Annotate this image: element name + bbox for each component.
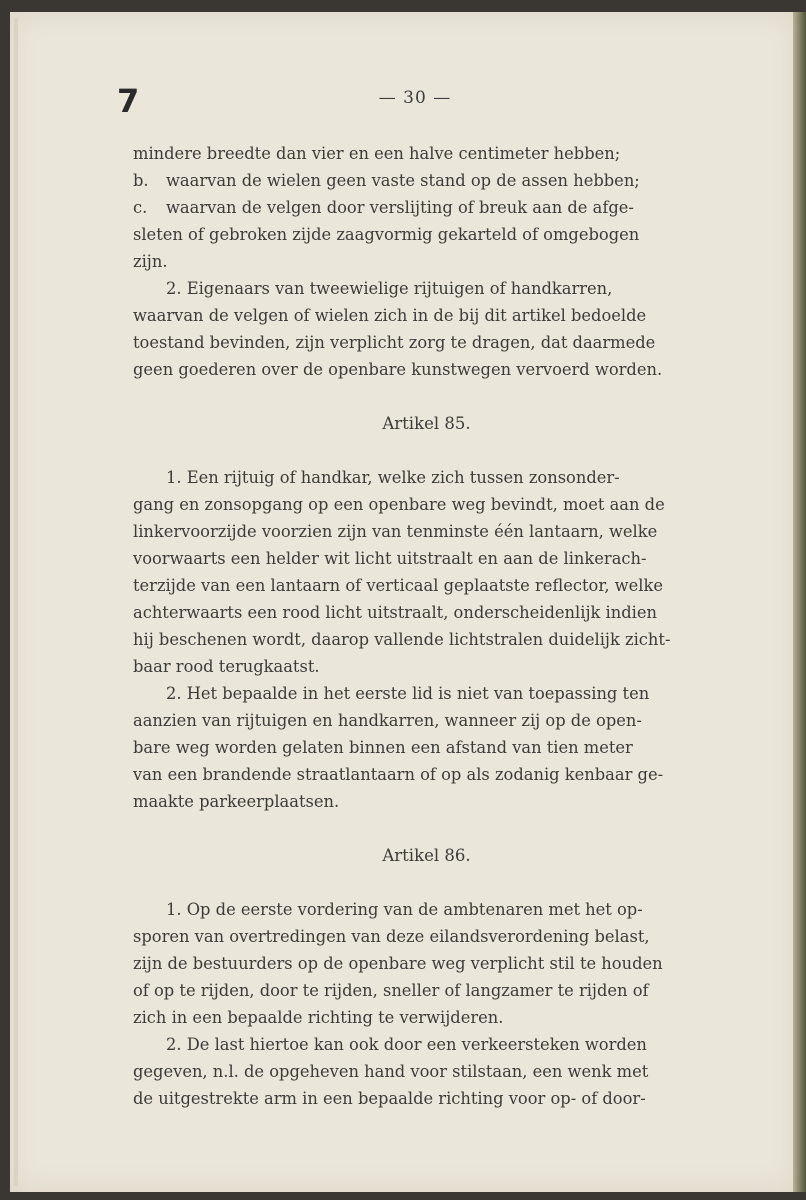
text-line: 1. Een rijtuig of handkar, welke zich tussen zonsonder- [166,468,620,487]
page-left-edge [14,18,18,1186]
text-line: zich in een bepaalde richting te verwijderen. [133,1008,504,1027]
text-line: gang en zonsopgang op een openbare weg bevindt, moet aan de [133,495,665,514]
text-line: zijn. [133,252,168,271]
text-line: toestand bevinden, zijn verplicht zorg te dragen, dat daarmede [133,333,656,352]
text-line: baar rood terugkaatst. [133,657,320,676]
text-line: voorwaarts een helder wit licht uitstraalt en aan de linkerach- [133,549,647,568]
text-line: of op te rijden, door te rijden, sneller of langzamer te rijden of [133,981,649,1000]
text-line: terzijde van een lantaarn of verticaal geplaatste reflector, welke [133,576,663,595]
text-line: bare weg worden gelaten binnen een afstand van tien meter [133,738,633,757]
page-body [133,140,720,1112]
page-mark: 7 [117,82,140,120]
text-line: hij beschenen wordt, daarop vallende lichtstralen duidelijk zicht- [133,630,671,649]
list-label: b. [133,171,149,190]
page-right-edge [793,12,806,1192]
article-heading-86: Artikel 86. [382,846,471,865]
text-line: maakte parkeerplaatsen. [133,792,340,811]
text-line: 2. Het bepaalde in het eerste lid is niet van toepassing ten [166,684,650,703]
article-heading-85: Artikel 85. [382,414,471,433]
text-line: sporen van overtredingen van deze eilandsverordening belast, [133,927,650,946]
text-line: linkervoorzijde voorzien zijn van tenminste één lantaarn, welke [133,522,658,541]
text-line: gegeven, n.l. de opgeheven hand voor stilstaan, een wenk met [133,1062,649,1081]
text-line: mindere breedte dan vier en een halve centimeter hebben; [133,144,621,163]
list-item-b [133,167,720,194]
text-line: 1. Op de eerste vordering van de ambtenaren met het op- [166,900,643,919]
text-line: waarvan de velgen of wielen zich in de bij dit artikel bedoelde [133,306,647,325]
text-line: aanzien van rijtuigen en handkarren, wanneer zij op de open- [133,711,642,730]
list-label: c. [133,198,148,217]
text-line: van een brandende straatlantaarn of op als zodanig kenbaar ge- [133,765,664,784]
text-line: 2. Eigenaars van tweewielige rijtuigen of handkarren, [166,279,613,298]
list-item-c [133,194,720,221]
text-line: zijn de bestuurders op de openbare weg verplicht stil te houden [133,954,663,973]
text-line: sleten of gebroken zijde zaagvormig gekarteld of omgebogen [133,225,640,244]
page-number: — 30 — [378,88,452,108]
text-line: 2. De last hiertoe kan ook door een verkeersteken worden [166,1035,647,1054]
list-text: waarvan de wielen geen vaste stand op de assen hebben; [166,171,640,190]
text-line: geen goederen over de openbare kunstwegen vervoerd worden. [133,360,663,379]
text-line: de uitgestrekte arm in een bepaalde richting voor op- of door- [133,1089,646,1108]
list-text: waarvan de velgen door verslijting of breuk aan de afge- [166,198,634,217]
text-line: achterwaarts een rood licht uitstraalt, onderscheidenlijk indien [133,603,657,622]
